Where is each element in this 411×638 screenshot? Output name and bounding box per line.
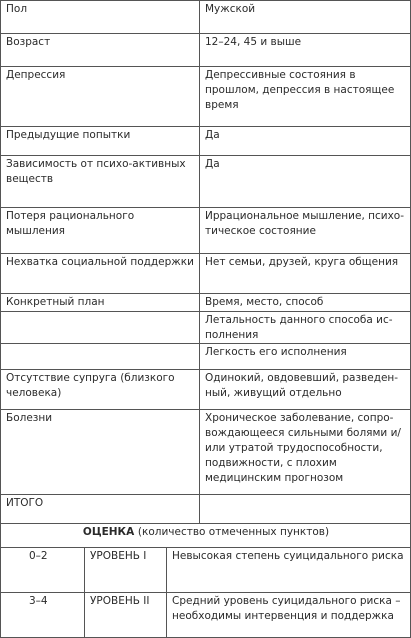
factor-row-depression <box>1 67 411 127</box>
factor-label: Болезни <box>1 410 200 495</box>
factor-label: Конкретный план <box>1 294 200 312</box>
factor-label: Пол <box>1 1 200 34</box>
factor-value: Легкость его исполнения <box>200 344 411 370</box>
score-header-note: (количество отмеченных пунктов) <box>137 526 330 538</box>
level-name: УРОВЕНЬ II <box>85 593 167 638</box>
factor-label: Отсутствие супруга (близкого человека) <box>1 370 200 410</box>
factor-label <box>1 344 200 370</box>
factor-row-social-support <box>1 254 411 294</box>
score-header-row <box>1 524 411 548</box>
factor-label <box>1 312 200 344</box>
level-description: Невысокая степень суицидального риска <box>167 548 411 593</box>
factor-row-plan-ease <box>1 344 411 370</box>
factor-value: Да <box>200 156 411 208</box>
factor-value: Депрессивные состояния в прошлом, депрессия в настоящее время <box>200 67 411 127</box>
factor-label: Возраст <box>1 34 200 67</box>
level-row-2 <box>1 593 411 638</box>
factor-label: Зависимость от психо-активных веществ <box>1 156 200 208</box>
factor-row-illness <box>1 410 411 495</box>
factor-value <box>200 495 411 524</box>
factor-value: Иррациональное мышление, психо-тическое состояние <box>200 208 411 254</box>
factor-label: Депрессия <box>1 67 200 127</box>
level-row-1 <box>1 548 411 593</box>
factor-value: Время, место, способ <box>200 294 411 312</box>
level-description: Средний уровень суицидального риска – необходимы интервенция и поддержка <box>167 593 411 638</box>
factor-label: Нехватка социальной поддержки <box>1 254 200 294</box>
factor-value: Хроническое заболевание, сопро-вождающееся сильными болями и/или утратой трудоспособности, подвижности, с плохим медицинским прогнозом <box>200 410 411 495</box>
factor-value: Мужской <box>200 1 411 34</box>
factor-row-age <box>1 34 411 67</box>
factor-label: Потеря рационального мышления <box>1 208 200 254</box>
factor-value: 12–24, 45 и выше <box>200 34 411 67</box>
score-header-title: ОЦЕНКА <box>82 526 135 538</box>
factor-row-no-spouse <box>1 370 411 410</box>
level-range: 3–4 <box>1 593 85 638</box>
factor-value: Одинокий, овдовевший, разведен-ный, живущий отдельно <box>200 370 411 410</box>
factor-row-substance-dependence <box>1 156 411 208</box>
factor-row-previous-attempts <box>1 127 411 156</box>
factor-value: Летальность данного способа ис-полнения <box>200 312 411 344</box>
factor-row-sex <box>1 1 411 34</box>
factor-label: ИТОГО <box>1 495 200 524</box>
factor-label: Предыдущие попытки <box>1 127 200 156</box>
level-name: УРОВЕНЬ I <box>85 548 167 593</box>
factor-row-rational-thinking <box>1 208 411 254</box>
factor-value: Да <box>200 127 411 156</box>
factor-row-total <box>1 495 411 524</box>
factor-row-concrete-plan <box>1 294 411 312</box>
level-range: 0–2 <box>1 548 85 593</box>
factor-value: Нет семьи, друзей, круга общения <box>200 254 411 294</box>
factor-row-plan-lethality <box>1 312 411 344</box>
score-header <box>1 524 411 548</box>
